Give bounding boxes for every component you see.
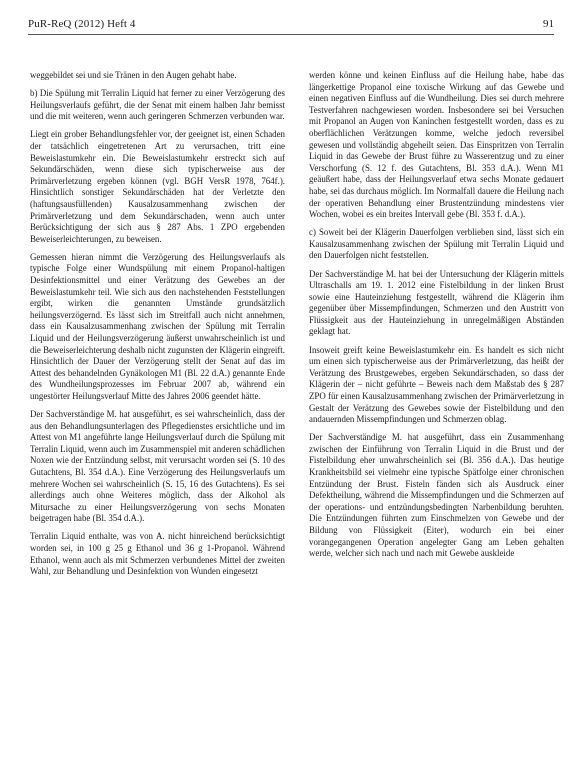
page-header <box>28 18 554 34</box>
journal-citation: PuR-ReQ (2012) Heft 4 <box>28 18 136 30</box>
left-column <box>30 70 285 584</box>
paragraph: b) Die Spülung mit Terralin Liquid hat ferner zu einer Verzögerung des Heilungsverlaufs geführt, die der Senat mit einem halben Jahr bemisst und die mit weiteren, wenn auch geringeren Schmerzen verbunden war. <box>30 88 285 122</box>
paragraph: Insoweit greift keine Beweislastumkehr ein. Es handelt es sich nicht um einen sich typischerweise aus der Primärverletzung, das heißt der Verätzung des Brustgewebes, ergeben Sekundärschaden, so dass der Klägerin der – nicht geführte – Beweis nach dem Maßstab des § 287 ZPO für einen Kausalzusammenhang zwischen der Primärverletzung in Gestalt der Verätzung des Gewebes sowie der Fistelbildung und den andauernden Missempfindungen und Schmerzen oblag. <box>309 344 564 425</box>
paragraph: Der Sachverständige M. hat bei der Untersuchung der Klägerin mittels Ultraschalls am 19. 1. 2012 eine Fistelbildung in der linken Brust sowie eine Hauteinziehung festgestellt, während die Klägerin ihm gegenüber über Missempfindungen, Schmerzen und den Austritt von Flüssigkeit aus der Hauteinziehung in unregelmäßigen Abständen geklagt hat. <box>309 268 564 337</box>
paragraph: Terralin Liquid enthalte, was von A. nicht hinreichend berücksichtigt worden sei, in 100 g 25 g Ethanol und 36 g 1-Propanol. Während Ethanol, wenn auch als mit Schmerzen verbundenes Mittel der zweiten Wahl, zur Behandlung und Desinfektion von Wunden eingesetzt <box>30 531 285 577</box>
paragraph: weggebildet sei und sie Tränen in den Augen gehabt habe. <box>30 70 237 80</box>
paragraph: werden könne und keinen Einfluss auf die Heilung habe, habe das längerkettige Propanol eine toxische Wirkung auf das Gewebe und einen negativen Einfluss auf die Wundheilung. Dies sei durch mehrere Testverfahren nachgewiesen worden. Insbesondere sei bei Versuchen mit Propanol an Augen von Kaninchen festgestellt worden, dass es zu oberflächlichen Verätzungen komme, welche jedoch reversibel gewesen und vollständig abgeheilt seien. Das Einspritzen von Terralin Liquid in das Gewebe der Brust führe zu Wasserentzug und zu einer Verschorfung (S. 12 f. des Gutachtens, Bl. 353 d.A.). Wenn M1 geäußert habe, dass der Heilungsverlauf etwa sechs Monate gedauert habe, sei das durchaus möglich. Im Normalfall dauere die Heilung nach der operativen Behandlung einer Brustentzündung mindestens vier Wochen, wobei es ein breites Intervall gebe (Bl. 353 f. d.A.). <box>309 70 564 220</box>
header-rule <box>28 34 554 35</box>
right-column <box>309 70 564 566</box>
paragraph: Der Sachverständige M. hat ausgeführt, dass ein Zusammenhang zwischen der Einführung von Terralin Liquid in die Brust und der Fistelbildung eher unwahrscheinlich sei (Bl. 356 d.A.). Das heutige Krankheitsbild sei vielmehr eine typische Spätfolge einer chronischen Entzündung der Brust. Fisteln fänden sich als Ausdruck einer Defektheilung, während die Missempfindungen und die Schmerzen auf der operations- und entzündungsbedingten Narbenbildung beruhten. Die Entzündungen führten zum Einschmelzen von Gewebe und der Bildung von Flüssigkeit (Eiter), wodurch ein bei einer vorangegangenen Operation angelegter Gang am Leben gehalten werde, welcher sich nach und nach mit Gewebe auskleide <box>309 432 564 559</box>
paragraph: Gemessen hieran nimmt die Verzögerung des Heilungsverlaufs als typische Folge einer Wundspülung mit einem Propanol-haltigen Desinfektionsmittel und einer Verätzung des Gewebes an der Beweislastumkehr teil. Wie sich aus den nachstehenden Feststellungen ergibt, wirken die genannten Umstände grundsätzlich heilungsverzögernd. Es lässt sich im Streitfall auch nicht annehmen, dass ein Kausalzusammenhang zwischen der Spülung mit Terralin Liquid und der Heilungsverzögerung äußerst unwahrscheinlich ist und die Beweiserleichterung deshalb nicht zugunsten der Klägerin eingreift. Hinsichtlich der Dauer der Verzögerung stellt der Senat auf das im Attest des behandelnden Gynäkologen M1 (Bl. 22 d.A.) genannte Ende des Wundheilungsprozesses im Februar 2007 ab, während ein ungestörter Heilungsverlauf Mitte des Jahres 2006 geendet hätte. <box>30 251 285 401</box>
paragraph: Der Sachverständige M. hat ausgeführt, es sei wahrscheinlich, dass der aus den Behandlungsunterlagen des Pflegedienstes ersichtliche und im Attest von M1 angeführte lange Heilungsverlauf durch die Spülung mit Terralin Liquid, wenn auch im Zusammenspiel mit anderen schädlichen Noxen wie der Entzündung selbst, mit verursacht worden sei (S. 10 des Gutachtens, Bl. 354 d.A.). Eine Verzögerung des Heilungsverlaufs um mehrere Wochen sei wahrscheinlich (S. 15, 16 des Gutachtens). Es sei allerdings auch ohne Weiteres möglich, dass der Alkohol als Mitursache zu einer Heilungsverzögerung von sechs Monaten beigetragen habe (Bl. 354 d.A.). <box>30 409 285 524</box>
paragraph: c) Soweit bei der Klägerin Dauerfolgen verblieben sind, lässt sich ein Kausalzusammenhang zwischen der Spülung mit Terralin Liquid und den Dauerfolgen nicht feststellen. <box>309 227 564 261</box>
page-number: 91 <box>543 18 554 30</box>
paragraph: Liegt ein grober Behandlungsfehler vor, der geeignet ist, einen Schaden der tatsächlich eingetretenen Art zu verursachen, tritt eine Beweislastumkehr ein. Die Beweislastumkehr erstreckt sich auf Sekundärschäden, wenn diese sich typischerweise aus der Primärverletzung ergeben können (vgl. BGH VersR 1978, 764f.). Hinsichtlich sonstiger Sekundärschäden hat der Verletzte den (haftungsausfüllenden) Kausalzusammenhang zwischen der Primärverletzung und dem Sekundärschaden, wenn auch unter Berücksichtigung der sich aus § 287 Abs. 1 ZPO ergebenden Beweiserleichterungen, zu beweisen. <box>30 129 285 244</box>
